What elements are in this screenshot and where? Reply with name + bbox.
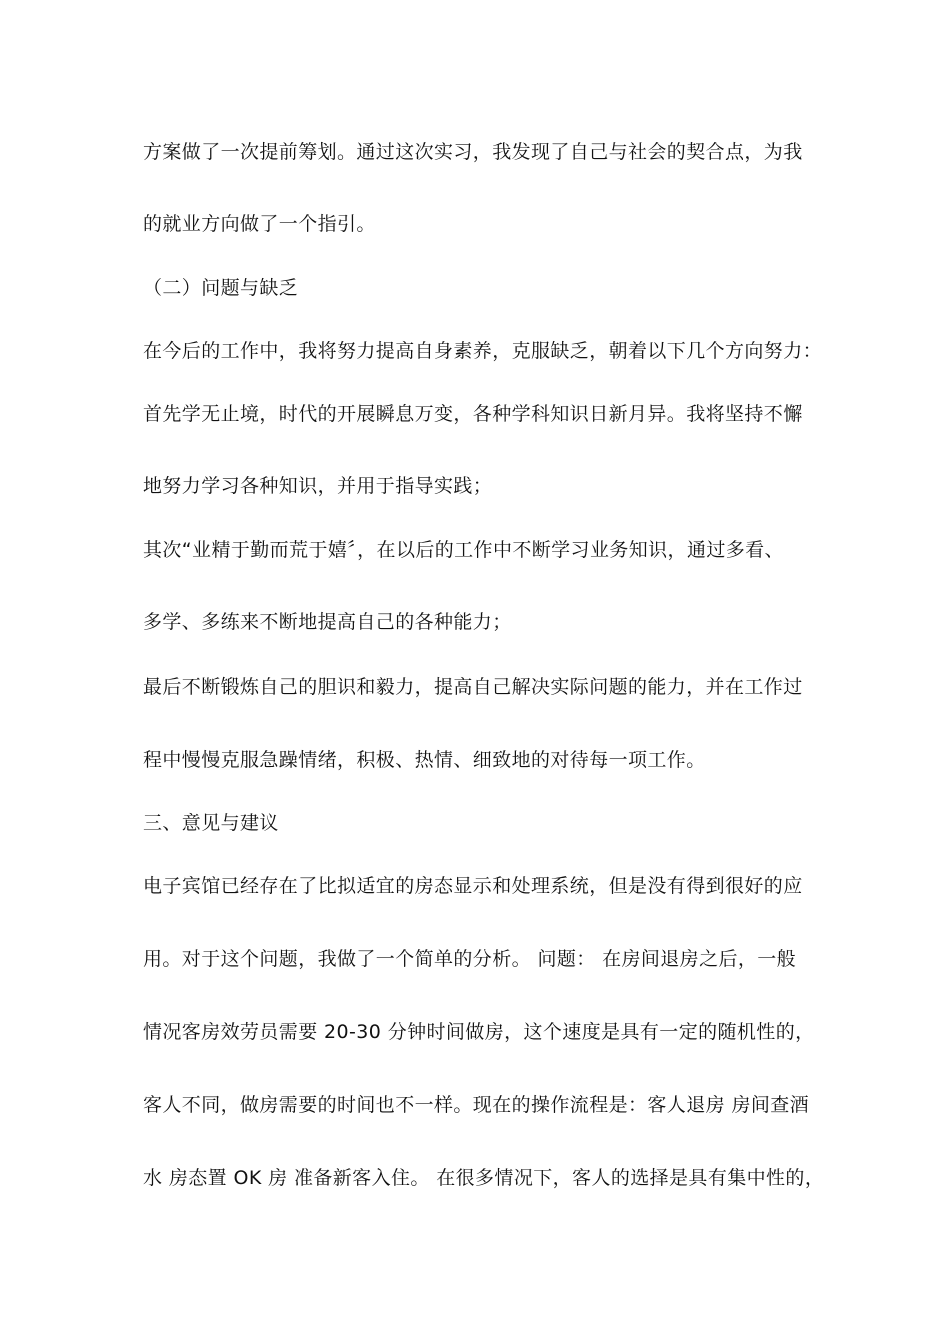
section-heading: 三、意见与建议 [143, 812, 279, 834]
paragraph-line: 水 房态置 OK 房 准备新客入住。 在很多情况下，客人的选择是具有集中性的， [143, 1167, 825, 1189]
section-heading: （二）问题与缺乏 [143, 277, 299, 299]
paragraph-line: 的就业方向做了一个指引。 [143, 213, 376, 235]
paragraph-line: 最后不断锻炼自己的胆识和毅力，提高自己解决实际问题的能力，并在工作过 [143, 676, 803, 698]
paragraph-line: 方案做了一次提前筹划。通过这次实习，我发现了自己与社会的契合点，为我 [143, 141, 803, 163]
paragraph-line: 客人不同，做房需要的时间也不一样。现在的操作流程是：客人退房 房间查酒 [143, 1094, 810, 1116]
paragraph-line: 其次“业精于勤而荒于嬉〞，在以后的工作中不断学习业务知识，通过多看、 [143, 539, 784, 561]
paragraph-line: 用。对于这个问题，我做了一个简单的分析。 问题： 在房间退房之后，一般 [143, 948, 797, 970]
paragraph-line: 情况客房效劳员需要 20-30 分钟时间做房，这个速度是具有一定的随机性的， [143, 1021, 815, 1043]
paragraph-line: 地努力学习各种知识，并用于指导实践； [143, 475, 493, 497]
paragraph-line: 首先学无止境，时代的开展瞬息万变，各种学科知识日新月异。我将坚持不懈 [143, 403, 803, 425]
paragraph-line: 电子宾馆已经存在了比拟适宜的房态显示和处理系统，但是没有得到很好的应 [143, 875, 803, 897]
paragraph-line: 多学、多练来不断地提高自己的各种能力； [143, 611, 512, 633]
paragraph-line: 在今后的工作中，我将努力提高自身素养，克服缺乏，朝着以下几个方向努力： [143, 340, 823, 362]
paragraph-line: 程中慢慢克服急躁情绪，积极、热情、细致地的对待每一项工作。 [143, 749, 706, 771]
